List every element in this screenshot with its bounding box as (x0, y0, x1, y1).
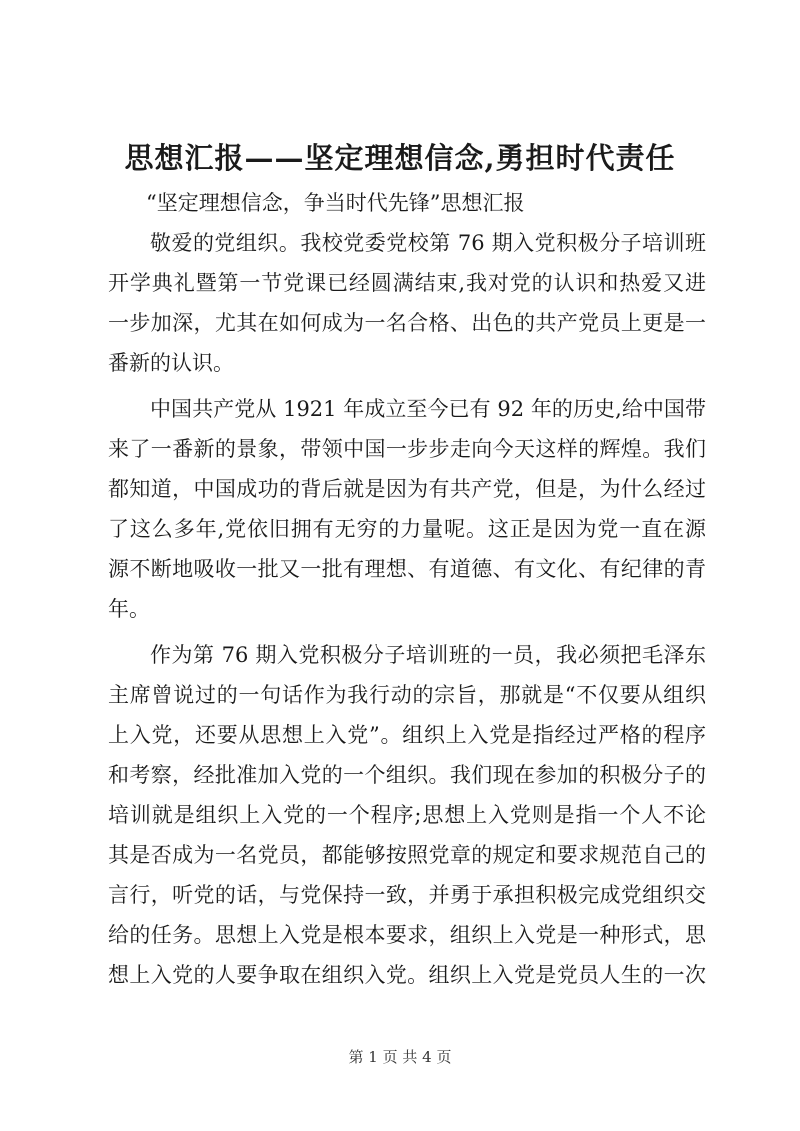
paragraph-line: 作为第 76 期入党积极分子培训班的一员，我必须把毛泽东 (150, 643, 706, 667)
paragraph-1 (108, 223, 706, 383)
document-body (108, 223, 706, 1001)
paragraph-line: 想上入党的人要争取在组织入党。组织上入党是党员人生的一次 (108, 963, 706, 987)
paragraph-line: 主席曾说过的一句话作为我行动的宗旨，那就是“不仅要从组织 (108, 683, 706, 707)
paragraph-line: 培训就是组织上入党的一个程序;思想上入党则是指一个人不论 (108, 803, 706, 827)
paragraph-line: 年。 (108, 597, 150, 621)
document-subtitle: “坚定理想信念，争当时代先锋”思想汇报 (146, 191, 525, 215)
paragraph-line: 其是否成为一名党员，都能够按照党章的规定和要求规范自己的 (108, 843, 706, 867)
paragraph-line: 番新的认识。 (108, 351, 234, 375)
paragraph-line: 一步加深，尤其在如何成为一名合格、出色的共产党员上更是一 (108, 311, 706, 335)
paragraph-line: 来了一番新的景象，带领中国一步步走向今天这样的辉煌。我们 (108, 437, 706, 461)
paragraph-line: 了这么多年,党依旧拥有无穷的力量呢。这正是因为党一直在源 (108, 517, 706, 541)
paragraph-line: 源不断地吸收一批又一批有理想、有道德、有文化、有纪律的青 (108, 557, 706, 581)
document-title: 思想汇报——坚定理想信念,勇担时代责任 (124, 141, 676, 175)
paragraph-line: 和考察，经批准加入党的一个组织。我们现在参加的积极分子的 (108, 763, 706, 787)
paragraph-line: 都知道，中国成功的背后就是因为有共产党，但是，为什么经过 (108, 477, 706, 501)
paragraph-3 (108, 635, 706, 995)
paragraph-line: 中国共产党从 1921 年成立至今已有 92 年的历史,给中国带 (150, 397, 706, 421)
paragraph-line: 开学典礼暨第一节党课已经圆满结束,我对党的认识和热爱又进 (108, 271, 706, 295)
paragraph-line: 敬爱的党组织。我校党委党校第 76 期入党积极分子培训班 (150, 231, 706, 255)
paragraph-line: 上入党，还要从思想上入党”。组织上入党是指经过严格的程序 (108, 723, 706, 747)
paragraph-line: 给的任务。思想上入党是根本要求，组织上入党是一种形式，思 (108, 923, 706, 947)
paragraph-2 (108, 389, 706, 629)
paragraph-line: 言行，听党的话，与党保持一致，并勇于承担积极完成党组织交 (108, 883, 706, 907)
page-footer: 第 1 页 共 4 页 (348, 1048, 452, 1066)
